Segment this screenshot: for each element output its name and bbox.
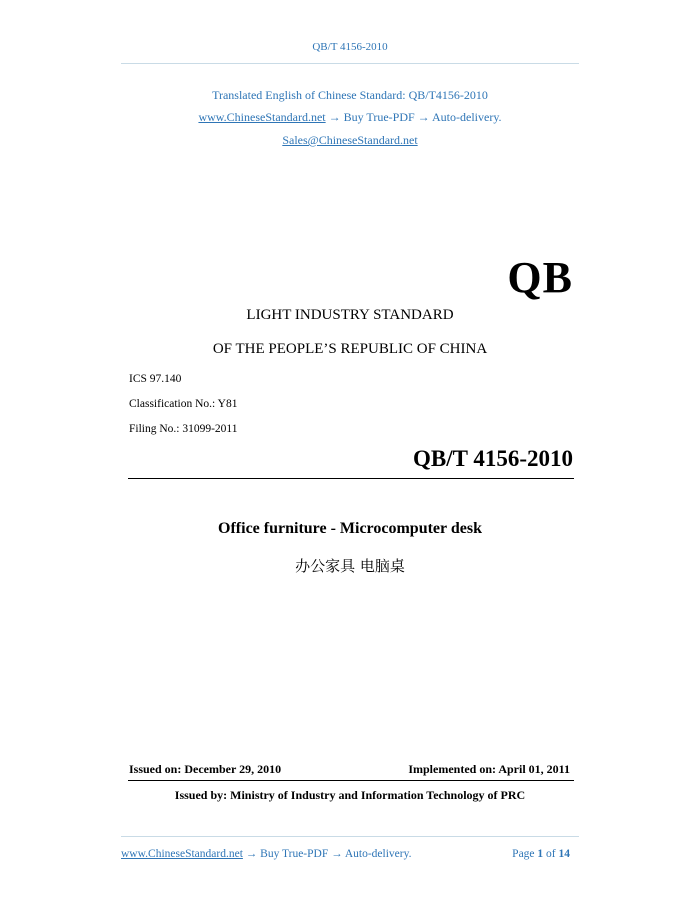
header-divider bbox=[121, 63, 579, 64]
footer-links bbox=[121, 848, 411, 860]
site-link[interactable]: www.ChineseStandard.net bbox=[198, 110, 326, 124]
filing-number: Filing No.: 31099-2011 bbox=[129, 423, 238, 435]
page-of: of bbox=[546, 848, 556, 860]
title-chinese: 办公家具 电脑桌 bbox=[295, 557, 405, 575]
classification-number: Classification No.: Y81 bbox=[129, 398, 238, 410]
standard-type-line2: OF THE PEOPLE’S REPUBLIC OF CHINA bbox=[212, 341, 488, 357]
buy-line bbox=[0, 110, 700, 125]
email-line bbox=[0, 133, 700, 148]
issued-on-date: Issued on: December 29, 2010 bbox=[129, 762, 282, 776]
implemented-on-date: Implemented on: April 01, 2011 bbox=[408, 762, 570, 776]
standard-number: QB/T 4156-2010 bbox=[413, 446, 573, 471]
page-label: Page bbox=[512, 848, 535, 860]
buy-text: → Buy True-PDF → Auto-delivery. bbox=[328, 110, 502, 124]
standard-type-line1: LIGHT INDUSTRY STANDARD bbox=[246, 307, 454, 323]
running-header: QB/T 4156-2010 bbox=[312, 41, 388, 53]
qb-mark: QB bbox=[507, 253, 573, 302]
footer-divider bbox=[121, 836, 579, 837]
ics-code: ICS 97.140 bbox=[129, 373, 182, 385]
issue-divider bbox=[128, 780, 574, 781]
footer-buy-text: → Buy True-PDF → Auto-delivery. bbox=[245, 848, 412, 860]
title-divider bbox=[128, 478, 574, 479]
page-total: 14 bbox=[558, 848, 570, 860]
page-indicator bbox=[512, 848, 570, 860]
email-link[interactable]: Sales@ChineseStandard.net bbox=[282, 133, 418, 147]
footer-site-link[interactable]: www.ChineseStandard.net bbox=[121, 848, 243, 860]
issued-by: Issued by: Ministry of Industry and Information Technology of PRC bbox=[174, 788, 526, 802]
page-current: 1 bbox=[537, 848, 544, 860]
title-english: Office furniture - Microcomputer desk bbox=[218, 520, 482, 537]
translation-note: Translated English of Chinese Standard: QB/T4156-2010 bbox=[212, 88, 488, 102]
